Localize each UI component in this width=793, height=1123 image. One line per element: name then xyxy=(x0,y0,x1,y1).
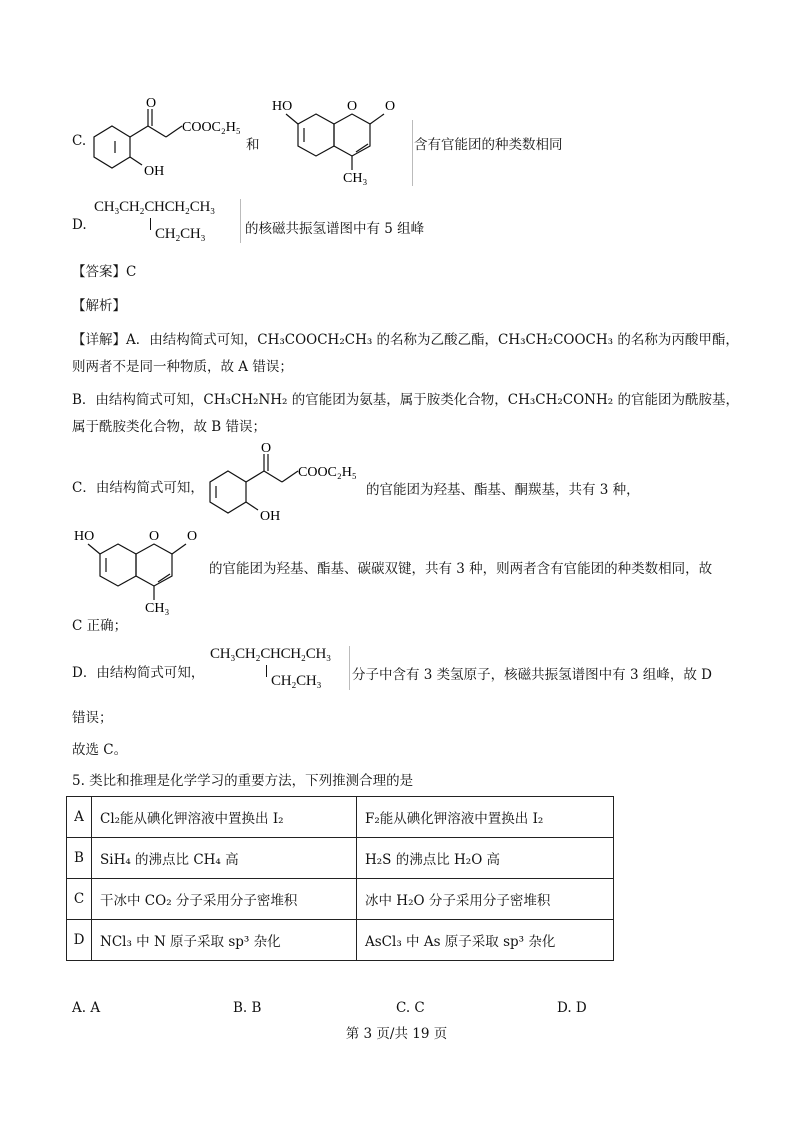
pentane-chain: CH₃CH₂CHCH₂CH₃ xyxy=(94,199,215,215)
coumarin-ho-label: HO xyxy=(74,529,95,544)
answer-value: C xyxy=(126,264,137,280)
right-statement: 冰中 H₂O 分子采用分子密堆积 xyxy=(357,879,614,920)
left-statement: 干冰中 CO₂ 分子采用分子密堆积 xyxy=(92,879,357,920)
branch-bond xyxy=(266,665,267,677)
detail-line-4: 属于酰胺类化合物，故 B 错误； xyxy=(72,419,267,435)
answer-tag: 【答案】 xyxy=(72,264,126,280)
row-label: A xyxy=(67,797,92,838)
option-d-text: 的核磁共振氢谱图中有 5 组峰 xyxy=(245,221,425,237)
pentane-chain-2: CH₃CH₂CHCH₂CH₃ xyxy=(210,646,331,662)
option-c-label: C. xyxy=(72,133,87,149)
ring-o-label: O xyxy=(149,529,160,544)
table-row xyxy=(67,838,614,879)
table-row xyxy=(67,797,614,838)
table-row xyxy=(67,879,614,920)
hydroxyl-label: OH xyxy=(144,164,165,179)
branch-bond xyxy=(150,218,151,230)
methyl-label: CH₃ xyxy=(343,171,368,186)
detail-line-3: B．由结构简式可知，CH₃CH₂NH₂ 的官能团为氨基，属于胺类化合物，CH₃CH₂CONH₂ 的官能团为酰胺基， xyxy=(72,392,739,408)
question-5-table xyxy=(66,796,614,961)
and-text: 和 xyxy=(246,137,260,153)
hydroxyl-label: OH xyxy=(260,509,281,524)
left-statement: NCl₃ 中 N 原子采取 sp³ 杂化 xyxy=(92,920,357,961)
answer-line xyxy=(72,262,136,282)
ethyl-benzoylacetate-structure-2 xyxy=(204,440,374,530)
crop-divider xyxy=(240,199,241,243)
question-5-stem: 5. 类比和推理是化学学习的重要方法，下列推测合理的是 xyxy=(72,773,414,789)
choice-b[interactable]: B. B xyxy=(233,1000,262,1016)
table-row xyxy=(67,920,614,961)
detail-c-end: C 正确； xyxy=(72,618,128,634)
crop-divider xyxy=(412,120,413,186)
analysis-tag: 【解析】 xyxy=(72,298,126,314)
row-label: D xyxy=(67,920,92,961)
row-label: C xyxy=(67,879,92,920)
ethyl-benzoylacetate-structure xyxy=(90,95,250,185)
right-statement: H₂S 的沸点比 H₂O 高 xyxy=(357,838,614,879)
option-d-label: D. xyxy=(72,217,87,233)
right-statement: AsCl₃ 中 As 原子采取 sp³ 杂化 xyxy=(357,920,614,961)
hydroxy-methylcoumarin-structure-2 xyxy=(72,522,212,617)
choice-d[interactable]: D. D xyxy=(557,1000,587,1016)
crop-divider xyxy=(349,646,350,690)
hydroxy-methylcoumarin-structure xyxy=(270,92,410,187)
detail-line-1: 【详解】A．由结构简式可知，CH₃COOCH₂CH₃ 的名称为乙酸乙酯，CH₃CH₂COOCH₃ 的名称为丙酸甲酯， xyxy=(72,332,739,348)
methyl-label: CH₃ xyxy=(145,601,170,616)
option-c-text: 含有官能团的种类数相同 xyxy=(414,137,563,153)
detail-c-tail: 的官能团为羟基、酯基、碳碳双键，共有 3 种，则两者含有官能团的种类数相同，故 xyxy=(209,561,713,577)
ring-o-label: O xyxy=(347,99,358,114)
ketone-o-label: O xyxy=(261,441,272,456)
detail-c-mid: 的官能团为羟基、酯基、酮羰基，共有 3 种， xyxy=(366,482,640,498)
left-statement: Cl₂能从碘化钾溶液中置换出 I₂ xyxy=(92,797,357,838)
detail-d-end: 错误； xyxy=(72,710,113,726)
choice-a[interactable]: A. A xyxy=(72,1000,101,1016)
ketone-o-label: O xyxy=(146,96,157,111)
carbonyl-o-label: O xyxy=(187,529,198,544)
carbonyl-o-label: O xyxy=(385,99,396,114)
pentane-branch: CH₂CH₃ xyxy=(155,226,206,242)
conclusion: 故选 C。 xyxy=(72,742,128,758)
right-statement: F₂能从碘化钾溶液中置换出 I₂ xyxy=(357,797,614,838)
left-statement: SiH₄ 的沸点比 CH₄ 高 xyxy=(92,838,357,879)
ester-group-label: COOC₂H₅ xyxy=(298,465,357,480)
page-footer: 第 3 页/共 19 页 xyxy=(345,1026,448,1042)
ester-group-label: COOC₂H₅ xyxy=(182,120,241,135)
pentane-branch-2: CH₂CH₃ xyxy=(271,673,322,689)
choice-c[interactable]: C. C xyxy=(396,1000,425,1016)
detail-line-2: 则两者不是同一种物质，故 A 错误； xyxy=(72,359,293,375)
coumarin-ho-label: HO xyxy=(272,99,293,114)
detail-d-tail: 分子中含有 3 类氢原子，核磁共振氢谱图中有 3 组峰，故 D xyxy=(352,667,712,683)
detail-c-prefix: C．由结构简式可知， xyxy=(72,480,204,496)
row-label: B xyxy=(67,838,92,879)
detail-d-prefix: D．由结构简式可知， xyxy=(72,665,205,681)
